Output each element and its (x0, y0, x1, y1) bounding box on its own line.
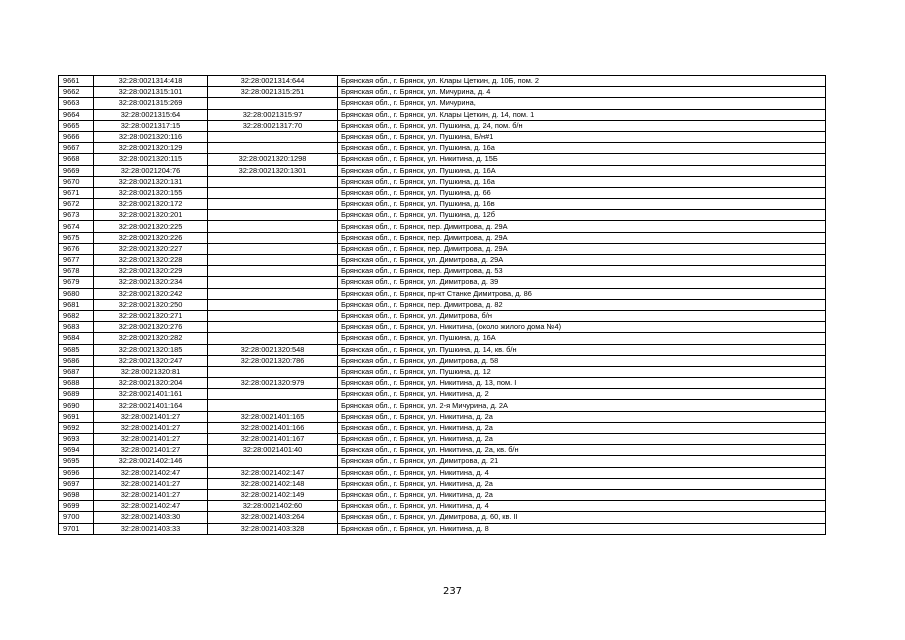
table-row (59, 176, 826, 187)
cadastral-number-cell: 32:28:0021320:226 (94, 232, 208, 243)
sub-object-number-cell: 32:28:0021403:264 (208, 512, 338, 523)
row-number-cell: 9666 (59, 131, 94, 142)
cadastral-number-cell: 32:28:0021320:234 (94, 277, 208, 288)
row-number-cell: 9671 (59, 187, 94, 198)
sub-object-number-cell (208, 232, 338, 243)
address-cell: Брянская обл., г. Брянск, ул. Димитрова, д. 21 (338, 456, 826, 467)
row-number-cell: 9692 (59, 422, 94, 433)
cadastral-number-cell: 32:28:0021320:282 (94, 333, 208, 344)
row-number-cell: 9673 (59, 210, 94, 221)
cadastral-number-cell: 32:28:0021320:115 (94, 154, 208, 165)
cadastral-number-cell: 32:28:0021204:76 (94, 165, 208, 176)
address-cell: Брянская обл., г. Брянск, пр-кт Станке Димитрова, д. 86 (338, 288, 826, 299)
row-number-cell: 9679 (59, 277, 94, 288)
table-row (59, 255, 826, 266)
table-row (59, 344, 826, 355)
row-number-cell: 9682 (59, 310, 94, 321)
sub-object-number-cell: 32:28:0021320:1298 (208, 154, 338, 165)
cadastral-number-cell: 32:28:0021401:27 (94, 478, 208, 489)
row-number-cell: 9672 (59, 199, 94, 210)
table-row (59, 277, 826, 288)
row-number-cell: 9663 (59, 98, 94, 109)
table-row (59, 199, 826, 210)
sub-object-number-cell (208, 400, 338, 411)
address-cell: Брянская обл., г. Брянск, ул. Никитина, д. 2а (338, 422, 826, 433)
table-row (59, 288, 826, 299)
registry-table (58, 75, 826, 535)
address-cell: Брянская обл., г. Брянск, ул. Мичурина, (338, 98, 826, 109)
table-row (59, 310, 826, 321)
sub-object-number-cell: 32:28:0021315:97 (208, 109, 338, 120)
sub-object-number-cell (208, 243, 338, 254)
cadastral-number-cell: 32:28:0021401:27 (94, 434, 208, 445)
table-row (59, 243, 826, 254)
sub-object-number-cell: 32:28:0021401:167 (208, 434, 338, 445)
address-cell: Брянская обл., г. Брянск, ул. Никитина, д. 2а, кв. б/н (338, 445, 826, 456)
sub-object-number-cell: 32:28:0021315:251 (208, 87, 338, 98)
sub-object-number-cell (208, 98, 338, 109)
table-row (59, 445, 826, 456)
cadastral-number-cell: 32:28:0021402:47 (94, 467, 208, 478)
cadastral-number-cell: 32:28:0021317:15 (94, 120, 208, 131)
row-number-cell: 9689 (59, 389, 94, 400)
address-cell: Брянская обл., г. Брянск, пер. Димитрова, д. 29А (338, 232, 826, 243)
cadastral-number-cell: 32:28:0021402:47 (94, 501, 208, 512)
sub-object-number-cell (208, 366, 338, 377)
sub-object-number-cell (208, 143, 338, 154)
row-number-cell: 9674 (59, 221, 94, 232)
sub-object-number-cell: 32:28:0021402:60 (208, 501, 338, 512)
address-cell: Брянская обл., г. Брянск, ул. Димитрова, д. 29А (338, 255, 826, 266)
cadastral-number-cell: 32:28:0021315:269 (94, 98, 208, 109)
row-number-cell: 9677 (59, 255, 94, 266)
table-row (59, 501, 826, 512)
sub-object-number-cell (208, 176, 338, 187)
table-row (59, 422, 826, 433)
cadastral-number-cell: 32:28:0021401:27 (94, 489, 208, 500)
table-row (59, 154, 826, 165)
cadastral-number-cell: 32:28:0021320:250 (94, 299, 208, 310)
table-row (59, 187, 826, 198)
sub-object-number-cell: 32:28:0021401:165 (208, 411, 338, 422)
address-cell: Брянская обл., г. Брянск, ул. 2-я Мичурина, д. 2А (338, 400, 826, 411)
cadastral-number-cell: 32:28:0021320:131 (94, 176, 208, 187)
cadastral-number-cell: 32:28:0021320:229 (94, 266, 208, 277)
sub-object-number-cell (208, 456, 338, 467)
table-row (59, 400, 826, 411)
address-cell: Брянская обл., г. Брянск, ул. Никитина, д. 13, пом. I (338, 378, 826, 389)
cadastral-number-cell: 32:28:0021320:227 (94, 243, 208, 254)
table-row (59, 378, 826, 389)
row-number-cell: 9662 (59, 87, 94, 98)
cadastral-number-cell: 32:28:0021320:204 (94, 378, 208, 389)
row-number-cell: 9686 (59, 355, 94, 366)
table-row (59, 333, 826, 344)
address-cell: Брянская обл., г. Брянск, ул. Димитрова, д. 39 (338, 277, 826, 288)
address-cell: Брянская обл., г. Брянск, ул. Никитина, д. 2а (338, 478, 826, 489)
cadastral-number-cell: 32:28:0021320:276 (94, 322, 208, 333)
sub-object-number-cell: 32:28:0021403:328 (208, 523, 338, 534)
cadastral-number-cell: 32:28:0021402:146 (94, 456, 208, 467)
row-number-cell: 9681 (59, 299, 94, 310)
cadastral-number-cell: 32:28:0021403:30 (94, 512, 208, 523)
sub-object-number-cell (208, 389, 338, 400)
table-row (59, 109, 826, 120)
address-cell: Брянская обл., г. Брянск, ул. Никитина, д. 4 (338, 501, 826, 512)
cadastral-number-cell: 32:28:0021401:27 (94, 422, 208, 433)
sub-object-number-cell: 32:28:0021320:1301 (208, 165, 338, 176)
address-cell: Брянская обл., г. Брянск, пер. Димитрова, д. 29А (338, 243, 826, 254)
address-cell: Брянская обл., г. Брянск, ул. Пушкина, д. 16А (338, 165, 826, 176)
sub-object-number-cell (208, 277, 338, 288)
address-cell: Брянская обл., г. Брянск, ул. Никитина, д. 8 (338, 523, 826, 534)
row-number-cell: 9696 (59, 467, 94, 478)
row-number-cell: 9667 (59, 143, 94, 154)
sub-object-number-cell (208, 299, 338, 310)
row-number-cell: 9685 (59, 344, 94, 355)
registry-table-body (59, 76, 826, 535)
address-cell: Брянская обл., г. Брянск, ул. Никитина, д. 2а (338, 434, 826, 445)
row-number-cell: 9687 (59, 366, 94, 377)
table-row (59, 87, 826, 98)
row-number-cell: 9698 (59, 489, 94, 500)
row-number-cell: 9664 (59, 109, 94, 120)
table-row (59, 411, 826, 422)
address-cell: Брянская обл., г. Брянск, ул. Клары Цеткин, д. 14, пом. 1 (338, 109, 826, 120)
table-row (59, 98, 826, 109)
row-number-cell: 9661 (59, 76, 94, 87)
page-number: 237 (442, 586, 463, 597)
cadastral-number-cell: 32:28:0021314:418 (94, 76, 208, 87)
table-row (59, 299, 826, 310)
table-row (59, 165, 826, 176)
address-cell: Брянская обл., г. Брянск, пер. Димитрова, д. 29А (338, 221, 826, 232)
cadastral-number-cell: 32:28:0021315:101 (94, 87, 208, 98)
sub-object-number-cell (208, 221, 338, 232)
row-number-cell: 9678 (59, 266, 94, 277)
table-row (59, 355, 826, 366)
address-cell: Брянская обл., г. Брянск, ул. Димитрова, б/н (338, 310, 826, 321)
address-cell: Брянская обл., г. Брянск, ул. Клары Цеткин, д. 10Б, пом. 2 (338, 76, 826, 87)
address-cell: Брянская обл., г. Брянск, пер. Димитрова, д. 53 (338, 266, 826, 277)
table-row (59, 266, 826, 277)
sub-object-number-cell (208, 322, 338, 333)
cadastral-number-cell: 32:28:0021320:228 (94, 255, 208, 266)
cadastral-number-cell: 32:28:0021320:185 (94, 344, 208, 355)
sub-object-number-cell (208, 131, 338, 142)
sub-object-number-cell: 32:28:0021401:166 (208, 422, 338, 433)
row-number-cell: 9690 (59, 400, 94, 411)
row-number-cell: 9680 (59, 288, 94, 299)
row-number-cell: 9675 (59, 232, 94, 243)
address-cell: Брянская обл., г. Брянск, ул. Пушкина, д. 12б (338, 210, 826, 221)
row-number-cell: 9688 (59, 378, 94, 389)
table-row (59, 76, 826, 87)
row-number-cell: 9684 (59, 333, 94, 344)
address-cell: Брянская обл., г. Брянск, ул. Пушкина, д. 24, пом. б/н (338, 120, 826, 131)
table-row (59, 210, 826, 221)
sub-object-number-cell (208, 266, 338, 277)
table-row (59, 131, 826, 142)
table-row (59, 389, 826, 400)
table-row (59, 120, 826, 131)
address-cell: Брянская обл., г. Брянск, ул. Пушкина, д. 12 (338, 366, 826, 377)
table-row (59, 523, 826, 534)
row-number-cell: 9691 (59, 411, 94, 422)
table-row (59, 322, 826, 333)
table-row (59, 221, 826, 232)
sub-object-number-cell (208, 210, 338, 221)
sub-object-number-cell (208, 310, 338, 321)
sub-object-number-cell: 32:28:0021402:149 (208, 489, 338, 500)
row-number-cell: 9670 (59, 176, 94, 187)
sub-object-number-cell: 32:28:0021314:644 (208, 76, 338, 87)
cadastral-number-cell: 32:28:0021403:33 (94, 523, 208, 534)
table-row (59, 434, 826, 445)
address-cell: Брянская обл., г. Брянск, ул. Пушкина, Б/н#1 (338, 131, 826, 142)
row-number-cell: 9697 (59, 478, 94, 489)
row-number-cell: 9676 (59, 243, 94, 254)
table-row (59, 456, 826, 467)
row-number-cell: 9693 (59, 434, 94, 445)
cadastral-number-cell: 32:28:0021320:116 (94, 131, 208, 142)
address-cell: Брянская обл., г. Брянск, ул. Пушкина, д. 16А (338, 333, 826, 344)
sub-object-number-cell (208, 187, 338, 198)
cadastral-number-cell: 32:28:0021401:164 (94, 400, 208, 411)
sub-object-number-cell (208, 199, 338, 210)
sub-object-number-cell: 32:28:0021401:40 (208, 445, 338, 456)
row-number-cell: 9701 (59, 523, 94, 534)
address-cell: Брянская обл., г. Брянск, ул. Димитрова, д. 60, кв. II (338, 512, 826, 523)
address-cell: Брянская обл., г. Брянск, ул. Никитина, д. 4 (338, 467, 826, 478)
address-cell: Брянская обл., г. Брянск, ул. Мичурина, д. 4 (338, 87, 826, 98)
cadastral-number-cell: 32:28:0021320:201 (94, 210, 208, 221)
table-row (59, 478, 826, 489)
address-cell: Брянская обл., г. Брянск, ул. Пушкина, д. 16а (338, 143, 826, 154)
sub-object-number-cell (208, 255, 338, 266)
sub-object-number-cell: 32:28:0021402:147 (208, 467, 338, 478)
table-row (59, 467, 826, 478)
table-row (59, 143, 826, 154)
row-number-cell: 9694 (59, 445, 94, 456)
row-number-cell: 9668 (59, 154, 94, 165)
table-row (59, 512, 826, 523)
cadastral-number-cell: 32:28:0021401:161 (94, 389, 208, 400)
address-cell: Брянская обл., г. Брянск, ул. Пушкина, д. 66 (338, 187, 826, 198)
cadastral-number-cell: 32:28:0021315:64 (94, 109, 208, 120)
sub-object-number-cell: 32:28:0021402:148 (208, 478, 338, 489)
cadastral-number-cell: 32:28:0021320:242 (94, 288, 208, 299)
row-number-cell: 9665 (59, 120, 94, 131)
address-cell: Брянская обл., г. Брянск, ул. Пушкина, д. 16в (338, 199, 826, 210)
table-row (59, 366, 826, 377)
address-cell: Брянская обл., г. Брянск, ул. Никитина, (около жилого дома №4) (338, 322, 826, 333)
address-cell: Брянская обл., г. Брянск, ул. Никитина, д. 2а (338, 489, 826, 500)
sub-object-number-cell: 32:28:0021320:786 (208, 355, 338, 366)
cadastral-number-cell: 32:28:0021320:225 (94, 221, 208, 232)
cadastral-number-cell: 32:28:0021320:155 (94, 187, 208, 198)
address-cell: Брянская обл., г. Брянск, ул. Пушкина, д. 14, кв. б/н (338, 344, 826, 355)
address-cell: Брянская обл., г. Брянск, ул. Димитрова, д. 58 (338, 355, 826, 366)
address-cell: Брянская обл., г. Брянск, ул. Никитина, д. 2а (338, 411, 826, 422)
address-cell: Брянская обл., г. Брянск, пер. Димитрова, д. 82 (338, 299, 826, 310)
sub-object-number-cell: 32:28:0021320:979 (208, 378, 338, 389)
sub-object-number-cell (208, 288, 338, 299)
row-number-cell: 9695 (59, 456, 94, 467)
address-cell: Брянская обл., г. Брянск, ул. Никитина, д. 15Б (338, 154, 826, 165)
cadastral-number-cell: 32:28:0021320:81 (94, 366, 208, 377)
sub-object-number-cell: 32:28:0021317:70 (208, 120, 338, 131)
cadastral-number-cell: 32:28:0021320:129 (94, 143, 208, 154)
address-cell: Брянская обл., г. Брянск, ул. Пушкина, д. 16а (338, 176, 826, 187)
row-number-cell: 9683 (59, 322, 94, 333)
cadastral-number-cell: 32:28:0021320:172 (94, 199, 208, 210)
address-cell: Брянская обл., г. Брянск, ул. Никитина, д. 2 (338, 389, 826, 400)
sub-object-number-cell (208, 333, 338, 344)
sub-object-number-cell: 32:28:0021320:548 (208, 344, 338, 355)
cadastral-number-cell: 32:28:0021320:271 (94, 310, 208, 321)
table-row (59, 232, 826, 243)
cadastral-number-cell: 32:28:0021401:27 (94, 445, 208, 456)
row-number-cell: 9700 (59, 512, 94, 523)
cadastral-number-cell: 32:28:0021401:27 (94, 411, 208, 422)
row-number-cell: 9699 (59, 501, 94, 512)
row-number-cell: 9669 (59, 165, 94, 176)
cadastral-number-cell: 32:28:0021320:247 (94, 355, 208, 366)
table-row (59, 489, 826, 500)
